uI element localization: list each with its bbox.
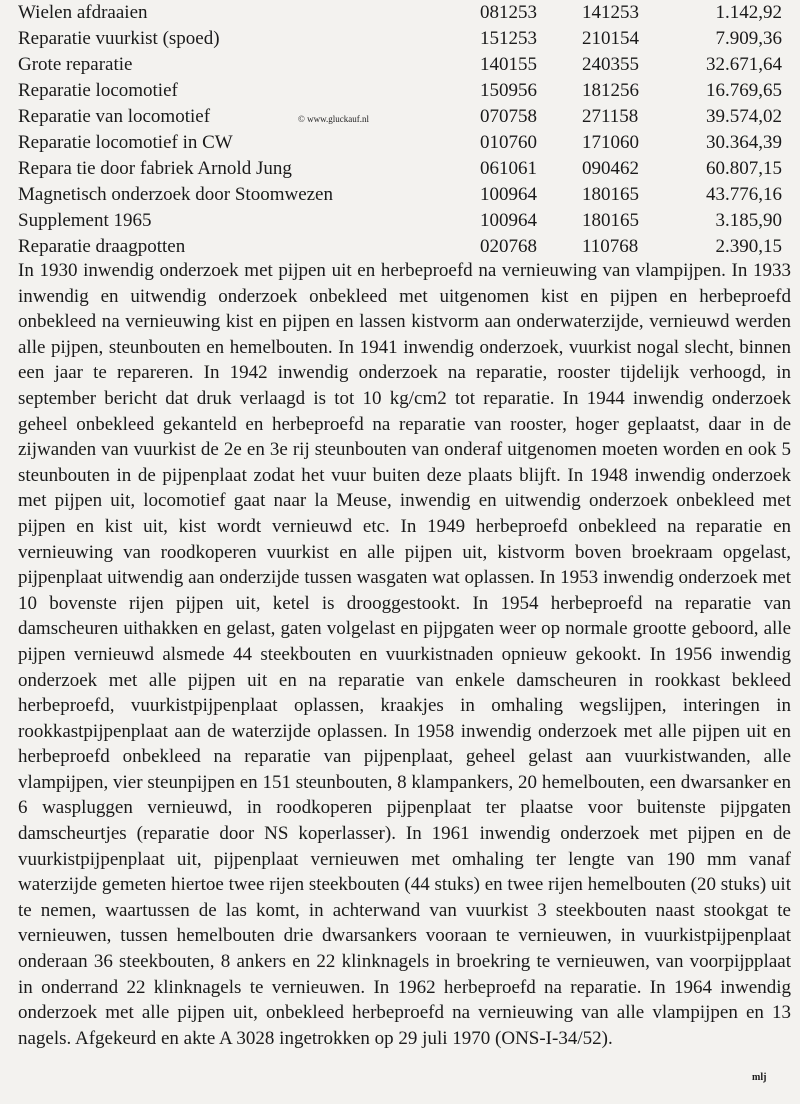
repair-description: Reparatie locomotief [18,80,178,101]
repair-table [18,0,782,260]
repair-end-date: 240355 [582,54,639,75]
repair-start-date: 100964 [480,184,537,205]
watermark-text: © www.gluckauf.nl [298,114,369,124]
repair-amount: 32.671,64 [706,54,782,75]
repair-description: Supplement 1965 [18,210,152,231]
repair-description: Reparatie vuurkist (spoed) [18,28,220,49]
table-row [18,52,782,78]
table-row [18,156,782,182]
repair-amount: 3.185,90 [715,210,782,231]
repair-amount: 2.390,15 [715,236,782,257]
author-initials: mlj [752,1072,767,1083]
repair-description: Repara tie door fabriek Arnold Jung [18,158,292,179]
table-row [18,234,782,260]
repair-start-date: 151253 [480,28,537,49]
table-row [18,104,782,130]
repair-amount: 39.574,02 [706,106,782,127]
repair-amount: 7.909,36 [715,28,782,49]
table-row [18,78,782,104]
table-row [18,208,782,234]
repair-description: Magnetisch onderzoek door Stoomwezen [18,184,333,205]
history-paragraph: In 1930 inwendig onderzoek met pijpen uit en herbeproefd na vernieuwing van vlampijpen. In 1933 inwendig en uitwendig onderzoek onbekleed met uitgenomen kist en pijpen en herbeproefd onbekleed na vernieuwing kist en pijpen en lassen kistvorm aan onderwaterzijde, vernieuwd werden alle pijpen, steunbouten en hemelbouten. In 1941 inwendig onderzoek, vuurkist nogal slecht, binnen een jaar te repareren. In 1942 inwendig onderzoek na reparatie, rooster tijdelijk verhoogd, in september bericht dat druk verlaagd is tot 10 kg/cm2 tot reparatie. In 1944 inwendig onderzoek geheel onbekleed gekanteld en herbeproefd na reparatie van rooster, hoger geplaatst, daar in de zijwanden van vuurkist de 2e en 3e rij steunbouten van onderaf uitgenomen moeten worden en ook 5 steunbouten in de pijpenplaat zodat het vuur buiten deze plaats blijft. In 1948 inwendig onderzoek met pijpen uit, locomotief gaat naar la Meuse, inwendig en uitwendig onderzoek onbekleed met pijpen en kist uit, kist wordt vernieuwd etc. In 1949 herbeproefd onbekleed na reparatie en vernieuwing van roodkoperen vuurkist en alle pijpen uit, kistvorm boven broekraam opgelast, pijpenplaat uitwendig aan onderzijde tussen wasgaten wat oplassen. In 1953 inwendig onderzoek met 10 bovenste rijen pijpen uit, ketel is drooggestookt. In 1954 herbeproefd na reparatie van damscheuren uithakken en gelast, gaten volgelast en pijpgaten weer op normale grootte geboord, alle pijpen vernieuwd alsmede 44 steekbouten en vuurkistnaden opnieuw gekookt. In 1956 inwendig onderzoek met alle pijpen uit en na reparatie van enkele damscheuren in rookkast bekleed herbeproefd, vuurkistpijpenplaat oplassen, kraakjes in omhaling wegslijpen, interingen in rookkastpijpenplaat aan de waterzijde oplassen. In 1958 inwendig onderzoek met alle pijpen uit en herbeproefd onbekleed na reparatie van pijpenplaat, geheel gelast aan vuurkistwanden, alle vlampijpen, vier steunpijpen en 151 steunbouten, 8 klampankers, 20 hemelbouten, een dwarsanker en 6 waspluggen vernieuwd, in roodkoperen pijpenplaat ter plaatse voor buitenste pijpgaten damscheurtjes (reparatie door NS koperlasser). In 1961 inwendig onderzoek met pijpen en de vuurkistpijpenplaat uit, pijpenplaat vernieuwen met omhaling ter lengte van 190 mm vanaf waterzijde gemeten hiertoe twee rijen steekbouten (44 stuks) en twee rijen hemelbouten (20 stuks) uit te nemen, waartussen de las komt, in achterwand van vuurkist 3 steekbouten naast stookgat te vernieuwen, tussen hemelbouten drie dwarsankers vooraan te vernieuwen, in vuurkistpijpenplaat onderaan 36 steekbouten, 8 ankers en 22 klinknagels in broekring te vernieuwen, van voorpijpplaat in onderrand 22 klinknagels te vernieuwen. In 1962 herbeproefd na reparatie. In 1964 inwendig onderzoek met alle pijpen uit, onbekleed herbeproefd na vernieuwing van alle vlampijpen en 13 nagels. Afgekeurd en akte A 3028 ingetrokken op 29 juli 1970 (ONS-I-34/52). [18,260,791,1049]
repair-end-date: 181256 [582,80,639,101]
repair-start-date: 070758 [480,106,537,127]
repair-end-date: 180165 [582,210,639,231]
table-row [18,0,782,26]
repair-amount: 30.364,39 [706,132,782,153]
repair-description: Reparatie van locomotief [18,106,211,127]
repair-start-date: 140155 [480,54,537,75]
repair-end-date: 180165 [582,184,639,205]
table-row [18,182,782,208]
table-row [18,26,782,52]
repair-start-date: 010760 [480,132,537,153]
repair-start-date: 081253 [480,2,537,23]
repair-end-date: 171060 [582,132,639,153]
repair-end-date: 271158 [582,106,639,127]
repair-description: Reparatie draagpotten [18,236,186,257]
repair-end-date: 090462 [582,158,639,179]
repair-amount: 16.769,65 [706,80,782,101]
repair-end-date: 110768 [582,236,639,257]
repair-description: Wielen afdraaien [18,2,148,23]
table-row [18,130,782,156]
repair-amount: 1.142,92 [715,2,782,23]
repair-start-date: 150956 [480,80,537,101]
repair-start-date: 061061 [480,158,537,179]
repair-end-date: 141253 [582,2,639,23]
repair-start-date: 100964 [480,210,537,231]
repair-end-date: 210154 [582,28,639,49]
repair-amount: 60.807,15 [706,158,782,179]
repair-start-date: 020768 [480,236,537,257]
repair-description: Grote reparatie [18,54,133,75]
repair-description: Reparatie locomotief in CW [18,132,233,153]
repair-amount: 43.776,16 [706,184,782,205]
